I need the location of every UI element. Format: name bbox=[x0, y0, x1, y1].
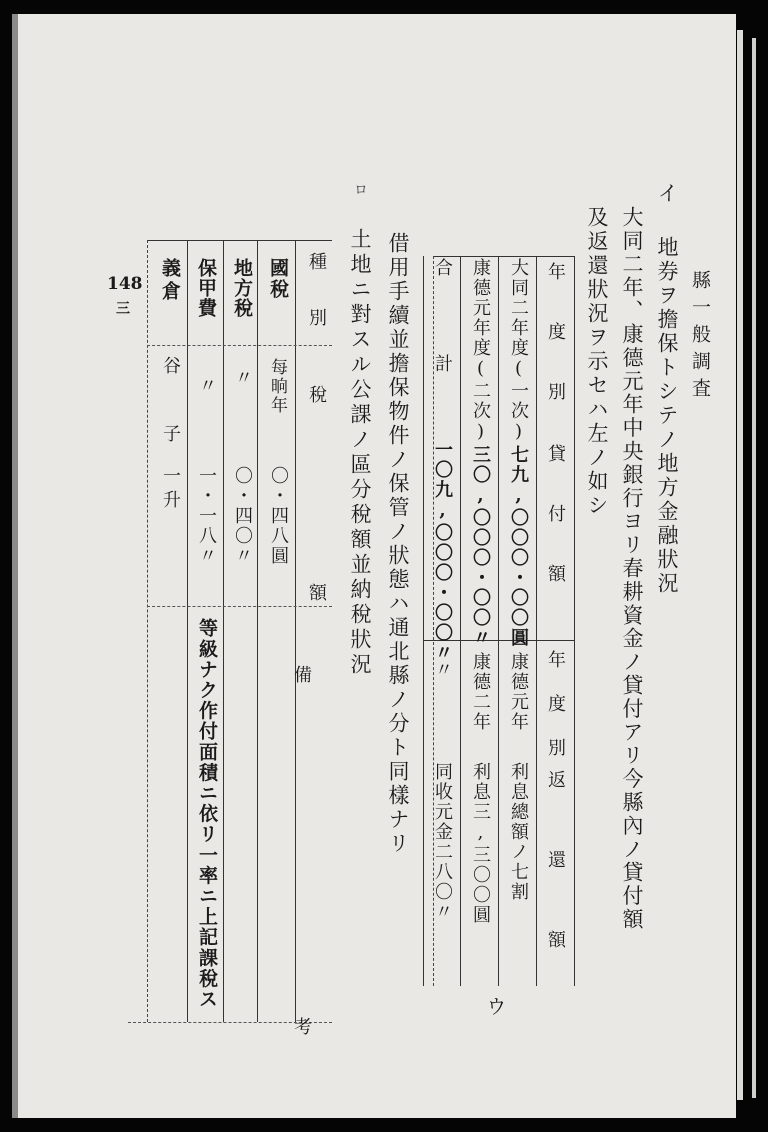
tax-row-4-unit: 谷 子 bbox=[160, 356, 181, 458]
tax-row-3-type: 保甲費 bbox=[195, 258, 217, 318]
tax-table-col3 bbox=[223, 240, 224, 1022]
running-header: 縣一般調査 bbox=[689, 270, 711, 405]
tax-row-2-type: 地方稅 bbox=[231, 258, 253, 318]
loan-table-col1 bbox=[536, 256, 537, 986]
section-mark-ro: ロ bbox=[352, 182, 368, 199]
loan-row-1-repay-year: 康德元年 bbox=[508, 652, 529, 732]
section-mark-i: イ bbox=[655, 182, 679, 206]
loan-row-total-amount: 一〇九,〇〇〇・〇〇〃 bbox=[432, 440, 453, 663]
body-line-1: 地券ヲ擔保トシテノ地方金融狀況 bbox=[655, 236, 679, 596]
page-number: 148 bbox=[107, 274, 143, 294]
loan-row-2-repay: 利息三,三〇〇圓 bbox=[470, 762, 491, 925]
tax-row-4-type: 義倉 bbox=[159, 258, 181, 304]
tax-row-1-type: 國稅 bbox=[267, 258, 289, 300]
tax-row-3-amount: 一・一八〃 bbox=[196, 466, 217, 566]
tax-table-divider-2 bbox=[147, 345, 332, 346]
loan-row-total-label: 合 計 bbox=[432, 258, 453, 378]
tax-header-amount: 稅 額 bbox=[306, 385, 327, 649]
loan-row-1-repay: 利息總額ノ七割 bbox=[508, 762, 529, 902]
page-mark: 三 bbox=[116, 301, 130, 317]
tax-row-2-amount: 〇・四〇〃 bbox=[232, 466, 253, 566]
tax-row-4-amount: 一升 bbox=[160, 466, 181, 514]
loan-row-2-amount: 三〇,〇〇〇・〇〇〃 bbox=[470, 445, 491, 648]
loan-row-2-repay-year: 康德二年 bbox=[470, 652, 491, 732]
tax-note: 等級ナク作付面積ニ依リ一率ニ上記課稅ス bbox=[196, 618, 218, 1010]
loan-row-total-repay: 同收元金二八〇〃 bbox=[432, 762, 453, 922]
binding-strip-inner bbox=[752, 38, 756, 1098]
tax-row-3-unit: 〃 bbox=[196, 376, 217, 396]
tax-row-2-unit: 〃 bbox=[232, 368, 253, 388]
loan-table-col2 bbox=[498, 256, 499, 986]
loan-row-1-amount: 七九,〇〇〇・〇〇圓 bbox=[508, 445, 529, 648]
loan-table-top bbox=[433, 256, 574, 257]
body-line-3: 及返還狀況ヲ示セハ左ノ如シ bbox=[585, 206, 609, 518]
loan-row-total-repay-year: 〃 bbox=[432, 660, 453, 680]
loan-header-repay-year: 年 度 別 bbox=[545, 650, 566, 760]
tax-row-1-unit: 每晌年 bbox=[267, 358, 287, 415]
tax-table-col2 bbox=[257, 240, 258, 1022]
section-mark-u: ウ bbox=[483, 996, 507, 1019]
loan-table-col4 bbox=[423, 256, 424, 986]
tax-row-1-amount: 〇・四八圓 bbox=[268, 466, 289, 566]
loan-header-repay: 返 還 額 bbox=[545, 770, 566, 970]
tax-header-note: 備 考 bbox=[291, 665, 312, 1105]
tax-header-type: 種 別 bbox=[306, 252, 327, 336]
loan-row-1-year: 大同二年度(一次) bbox=[508, 258, 529, 444]
section2-line-1: 借用手續並擔保物件ノ保管ノ狀態ハ通北縣ノ分ト同樣ナリ bbox=[386, 232, 410, 856]
loan-table-col3 bbox=[460, 256, 461, 986]
tax-table-col4 bbox=[187, 240, 188, 1022]
loan-header-year: 年 度 別 bbox=[545, 262, 566, 412]
loan-row-2-year: 康德元年度(二次) bbox=[470, 258, 491, 444]
tax-table-top bbox=[147, 240, 332, 241]
loan-table-right bbox=[574, 256, 575, 986]
section2-line-2: 土地ニ對スル公課ノ區分稅額並納稅狀況 bbox=[348, 228, 372, 678]
binding-strip bbox=[737, 30, 743, 1100]
page-edge bbox=[12, 14, 18, 1118]
tax-table-col5 bbox=[147, 240, 148, 1022]
loan-header-amount: 貸 付 額 bbox=[545, 444, 566, 594]
body-line-2: 大同二年、康德元年中央銀行ヨリ春耕資金ノ貸付アリ今縣內ノ貸付額 bbox=[620, 206, 644, 932]
